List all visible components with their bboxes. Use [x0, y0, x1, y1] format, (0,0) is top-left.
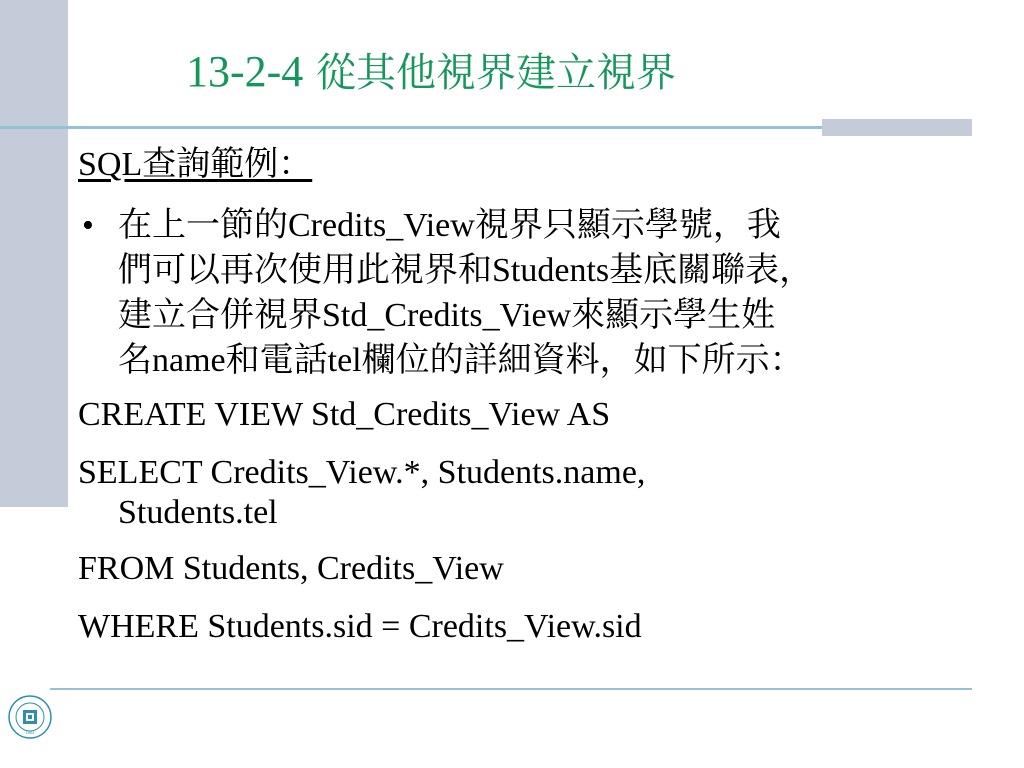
subheading-text: SQL查詢範例： [78, 146, 313, 183]
left-accent-bar [0, 0, 68, 507]
sql-code-block [78, 395, 1018, 647]
subheading [78, 141, 1018, 189]
bullet-text [118, 203, 1018, 383]
title-text: 從其他視界建立視界 [316, 50, 677, 96]
bullet-line: 在上一節的Credits_View視界只顯示學號，我 [118, 207, 781, 244]
slide-title [186, 42, 676, 103]
sql-select-part2: Students.tel [118, 494, 278, 531]
bullet-line: 們可以再次使用此視界和Students基底關聯表， [118, 252, 814, 289]
title-number: 13-2-4 [186, 47, 304, 96]
seal-year: 1904 [25, 730, 35, 735]
bullet-line: 建立合併視界Std_Credits_View來顯示學生姓 [118, 297, 776, 334]
sql-where-line: WHERE Students.sid = Credits_View.sid [78, 608, 642, 645]
slide-body [78, 141, 1018, 665]
bullet-symbol: • [82, 207, 94, 244]
sql-from-line: FROM Students, Credits_View [78, 550, 504, 587]
title-divider-block [822, 119, 972, 136]
sql-select-line [78, 453, 1018, 533]
bullet-item [78, 203, 1018, 383]
bullet-line: 名name和電話tel欄位的詳細資料，如下所示： [118, 342, 804, 379]
footer-divider-line [50, 688, 972, 690]
sql-select-part1: SELECT Credits_View.*, Students.name, [78, 454, 646, 491]
university-seal-icon [8, 695, 52, 739]
sql-create-line: CREATE VIEW Std_Credits_View AS [78, 396, 611, 433]
